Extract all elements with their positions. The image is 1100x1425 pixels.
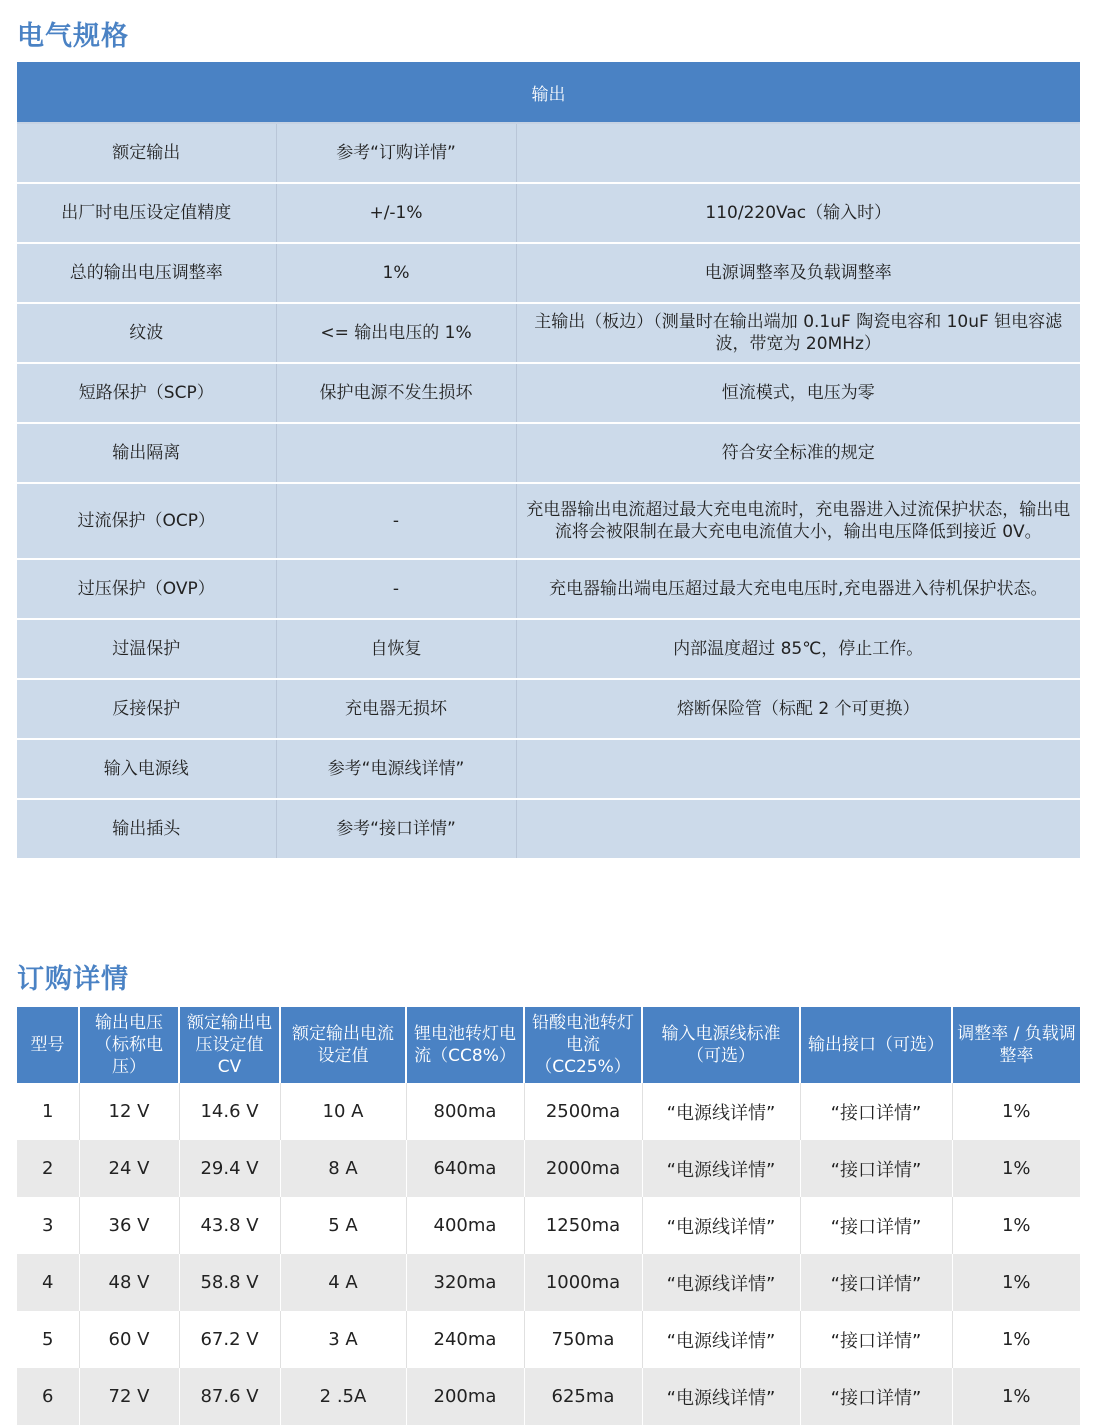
cell-power-cord: “电源线详情” — [642, 1083, 800, 1140]
cell-cv-setting: 67.2 V — [179, 1311, 280, 1368]
spec-value: - — [276, 483, 516, 559]
cell-output-voltage: 48 V — [79, 1254, 179, 1311]
spec-note: 符合安全标准的规定 — [516, 423, 1080, 483]
spec-row — [17, 559, 1080, 619]
cell-power-cord: “电源线详情” — [642, 1311, 800, 1368]
cell-cv-setting: 58.8 V — [179, 1254, 280, 1311]
spec-value: 自恢复 — [276, 619, 516, 679]
cell-model: 2 — [17, 1140, 79, 1197]
cell-lead-acid-current: 1000ma — [524, 1254, 642, 1311]
spec-value: 参考“电源线详情” — [276, 739, 516, 799]
spec-value: <= 输出电压的 1% — [276, 303, 516, 363]
table-row — [17, 1254, 1080, 1311]
cell-power-cord: “电源线详情” — [642, 1368, 800, 1425]
cell-current-setting: 3 A — [280, 1311, 406, 1368]
spec-value: 参考“接口详情” — [276, 799, 516, 859]
cell-lead-acid-current: 1250ma — [524, 1197, 642, 1254]
spec-value: 充电器无损坏 — [276, 679, 516, 739]
cell-output-connector: “接口详情” — [800, 1254, 952, 1311]
order-details-title: 订购详情 — [17, 964, 129, 995]
cell-regulation: 1% — [952, 1140, 1080, 1197]
cell-regulation: 1% — [952, 1311, 1080, 1368]
spec-row — [17, 183, 1080, 243]
cell-output-connector: “接口详情” — [800, 1140, 952, 1197]
spec-param: 总的输出电压调整率 — [17, 243, 276, 303]
header-power-cord: 输入电源线标准（可选） — [642, 1007, 800, 1083]
header-output-voltage: 输出电压（标称电压） — [79, 1007, 179, 1083]
cell-power-cord: “电源线详情” — [642, 1197, 800, 1254]
cell-lithium-current: 200ma — [406, 1368, 524, 1425]
cell-power-cord: “电源线详情” — [642, 1140, 800, 1197]
cell-lead-acid-current: 750ma — [524, 1311, 642, 1368]
cell-model: 6 — [17, 1368, 79, 1425]
spec-row — [17, 243, 1080, 303]
cell-lithium-current: 240ma — [406, 1311, 524, 1368]
spec-param: 过压保护（OVP） — [17, 559, 276, 619]
spec-value — [276, 423, 516, 483]
spec-param: 额定输出 — [17, 123, 276, 183]
cell-cv-setting: 43.8 V — [179, 1197, 280, 1254]
header-cv-setting: 额定输出电压设定值 CV — [179, 1007, 280, 1083]
spec-param: 输出插头 — [17, 799, 276, 859]
header-regulation: 调整率 / 负载调整率 — [952, 1007, 1080, 1083]
cell-cv-setting: 14.6 V — [179, 1083, 280, 1140]
spec-note: 充电器输出电流超过最大充电电流时，充电器进入过流保护状态，输出电流将会被限制在最大充电电流值大小，输出电压降低到接近 0V。 — [516, 483, 1080, 559]
cell-regulation: 1% — [952, 1083, 1080, 1140]
spec-param: 纹波 — [17, 303, 276, 363]
cell-current-setting: 2 .5A — [280, 1368, 406, 1425]
spec-value: 参考“订购详情” — [276, 123, 516, 183]
cell-lithium-current: 640ma — [406, 1140, 524, 1197]
spec-note — [516, 799, 1080, 859]
cell-power-cord: “电源线详情” — [642, 1254, 800, 1311]
spec-row — [17, 423, 1080, 483]
spec-param: 输出隔离 — [17, 423, 276, 483]
spec-row — [17, 679, 1080, 739]
cell-current-setting: 5 A — [280, 1197, 406, 1254]
cell-output-voltage: 24 V — [79, 1140, 179, 1197]
cell-lithium-current: 320ma — [406, 1254, 524, 1311]
spec-param: 过流保护（OCP） — [17, 483, 276, 559]
spec-header-output: 输出 — [17, 62, 1080, 123]
spec-param: 过温保护 — [17, 619, 276, 679]
table-row — [17, 1368, 1080, 1425]
cell-regulation: 1% — [952, 1197, 1080, 1254]
spec-note: 110/220Vac（输入时） — [516, 183, 1080, 243]
spec-row — [17, 619, 1080, 679]
spec-note: 主输出（板边）（测量时在输出端加 0.1uF 陶瓷电容和 10uF 钽电容滤波，带宽为 20MHz） — [516, 303, 1080, 363]
spec-note: 内部温度超过 85℃，停止工作。 — [516, 619, 1080, 679]
electrical-spec-table — [17, 62, 1080, 860]
header-current-setting: 额定输出电流设定值 — [280, 1007, 406, 1083]
spec-note — [516, 123, 1080, 183]
spec-value: +/-1% — [276, 183, 516, 243]
spec-header-row — [17, 62, 1080, 123]
cell-current-setting: 10 A — [280, 1083, 406, 1140]
spec-note: 充电器输出端电压超过最大充电电压时,充电器进入待机保护状态。 — [516, 559, 1080, 619]
cell-output-connector: “接口详情” — [800, 1197, 952, 1254]
cell-lead-acid-current: 2500ma — [524, 1083, 642, 1140]
spec-row — [17, 739, 1080, 799]
cell-current-setting: 8 A — [280, 1140, 406, 1197]
order-details-table — [17, 1007, 1080, 1425]
spec-param: 出厂时电压设定值精度 — [17, 183, 276, 243]
table-row — [17, 1083, 1080, 1140]
header-lead-acid-current: 铅酸电池转灯电流（CC25%） — [524, 1007, 642, 1083]
spec-row — [17, 483, 1080, 559]
spec-value: 1% — [276, 243, 516, 303]
spec-row — [17, 799, 1080, 859]
order-header-row — [17, 1007, 1080, 1083]
spec-param: 短路保护（SCP） — [17, 363, 276, 423]
cell-cv-setting: 29.4 V — [179, 1140, 280, 1197]
cell-output-connector: “接口详情” — [800, 1368, 952, 1425]
table-row — [17, 1311, 1080, 1368]
spec-value: - — [276, 559, 516, 619]
cell-lithium-current: 800ma — [406, 1083, 524, 1140]
cell-current-setting: 4 A — [280, 1254, 406, 1311]
spec-row — [17, 363, 1080, 423]
spec-param: 输入电源线 — [17, 739, 276, 799]
table-row — [17, 1197, 1080, 1254]
cell-output-connector: “接口详情” — [800, 1311, 952, 1368]
cell-model: 4 — [17, 1254, 79, 1311]
spec-row — [17, 303, 1080, 363]
cell-output-connector: “接口详情” — [800, 1083, 952, 1140]
cell-regulation: 1% — [952, 1254, 1080, 1311]
electrical-spec-title: 电气规格 — [17, 21, 129, 52]
spec-value: 保护电源不发生损坏 — [276, 363, 516, 423]
header-lithium-current: 锂电池转灯电流（CC8%） — [406, 1007, 524, 1083]
cell-lithium-current: 400ma — [406, 1197, 524, 1254]
spec-note: 熔断保险管（标配 2 个可更换） — [516, 679, 1080, 739]
cell-output-voltage: 72 V — [79, 1368, 179, 1425]
cell-model: 3 — [17, 1197, 79, 1254]
cell-output-voltage: 12 V — [79, 1083, 179, 1140]
cell-cv-setting: 87.6 V — [179, 1368, 280, 1425]
cell-output-voltage: 36 V — [79, 1197, 179, 1254]
header-model: 型号 — [17, 1007, 79, 1083]
cell-lead-acid-current: 625ma — [524, 1368, 642, 1425]
table-row — [17, 1140, 1080, 1197]
spec-note — [516, 739, 1080, 799]
cell-model: 5 — [17, 1311, 79, 1368]
header-output-connector: 输出接口（可选） — [800, 1007, 952, 1083]
spec-note: 恒流模式，电压为零 — [516, 363, 1080, 423]
cell-output-voltage: 60 V — [79, 1311, 179, 1368]
spec-param: 反接保护 — [17, 679, 276, 739]
cell-regulation: 1% — [952, 1368, 1080, 1425]
spec-row — [17, 123, 1080, 183]
spec-note: 电源调整率及负载调整率 — [516, 243, 1080, 303]
cell-model: 1 — [17, 1083, 79, 1140]
cell-lead-acid-current: 2000ma — [524, 1140, 642, 1197]
